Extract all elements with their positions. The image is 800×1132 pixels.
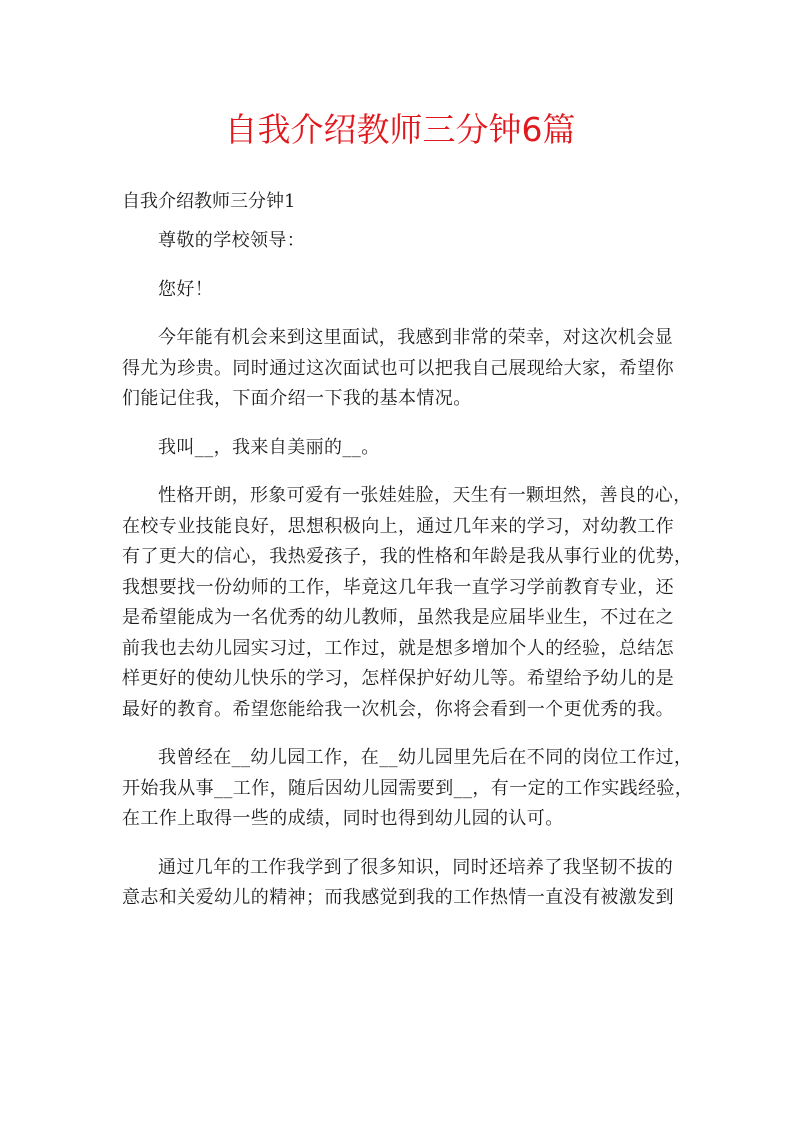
paragraph-line: 意志和关爱幼儿的精神；而我感觉到我的工作热情一直没有被激发到 — [122, 887, 674, 908]
document-title: 自我介绍教师三分钟6篇 — [224, 110, 576, 149]
body-paragraph — [122, 226, 682, 257]
paragraph-line: 您好！ — [158, 278, 214, 300]
paragraph-line: 通过几年的工作我学到了很多知识，同时还培养了我坚韧不拔的 — [158, 856, 674, 878]
paragraph-line: 性格开朗，形象可爱有一张娃娃脸，天生有一颗坦然，善良的心， — [158, 485, 692, 506]
paragraph-line: 我曾经在__幼儿园工作，在__幼儿园里先后在不同的岗位工作过， — [158, 747, 693, 768]
paragraph-line: 今年能有机会来到这里面试，我感到非常的荣幸，对这次机会显 — [158, 327, 674, 348]
paragraph-line: 是希望能成为一名优秀的幼儿教师，虽然我是应届毕业生，不过在之 — [122, 607, 674, 628]
body-paragraph — [122, 743, 694, 835]
paragraph-line: 前我也去幼儿园实习过，工作过，就是想多增加个人的经验，总结怎 — [122, 637, 674, 659]
paragraph-line: 最好的教育。希望您能给我一次机会，你将会看到一个更优秀的我。 — [122, 698, 674, 720]
paragraph-line: 在工作上取得一些的成绩，同时也得到幼儿园的认可。 — [122, 808, 564, 829]
body-paragraph — [122, 433, 682, 464]
body-paragraph — [122, 323, 682, 415]
section-heading: 自我介绍教师三分钟1 — [122, 191, 296, 212]
paragraph-line: 在校专业技能良好，思想积极向上，通过几年来的学习，对幼教工作 — [122, 515, 674, 537]
body-paragraph — [122, 481, 693, 725]
paragraph-line: 有了更大的信心，我热爱孩子，我的性格和年龄是我从事行业的优势， — [122, 546, 693, 567]
body-text — [122, 226, 694, 932]
paragraph-line: 我叫__，我来自美丽的__。 — [158, 436, 380, 458]
paragraph-line: 我想要找一份幼师的工作，毕竟这几年我一直学习学前教育专业，还 — [122, 576, 674, 598]
paragraph-line: 得尤为珍贵。同时通过这次面试也可以把我自己展现给大家，希望你 — [122, 357, 674, 379]
body-paragraph — [122, 275, 682, 306]
paragraph-line: 样更好的使幼儿快乐的学习，怎样保护好幼儿等。希望给予幼儿的是 — [122, 668, 674, 689]
body-paragraph — [122, 853, 682, 914]
paragraph-line: 开始我从事__工作，随后因幼儿园需要到__，有一定的工作实践经验， — [122, 777, 694, 799]
paragraph-line: 尊敬的学校领导： — [158, 230, 306, 251]
paragraph-line: 们能记住我，下面介绍一下我的基本情况。 — [122, 388, 472, 409]
